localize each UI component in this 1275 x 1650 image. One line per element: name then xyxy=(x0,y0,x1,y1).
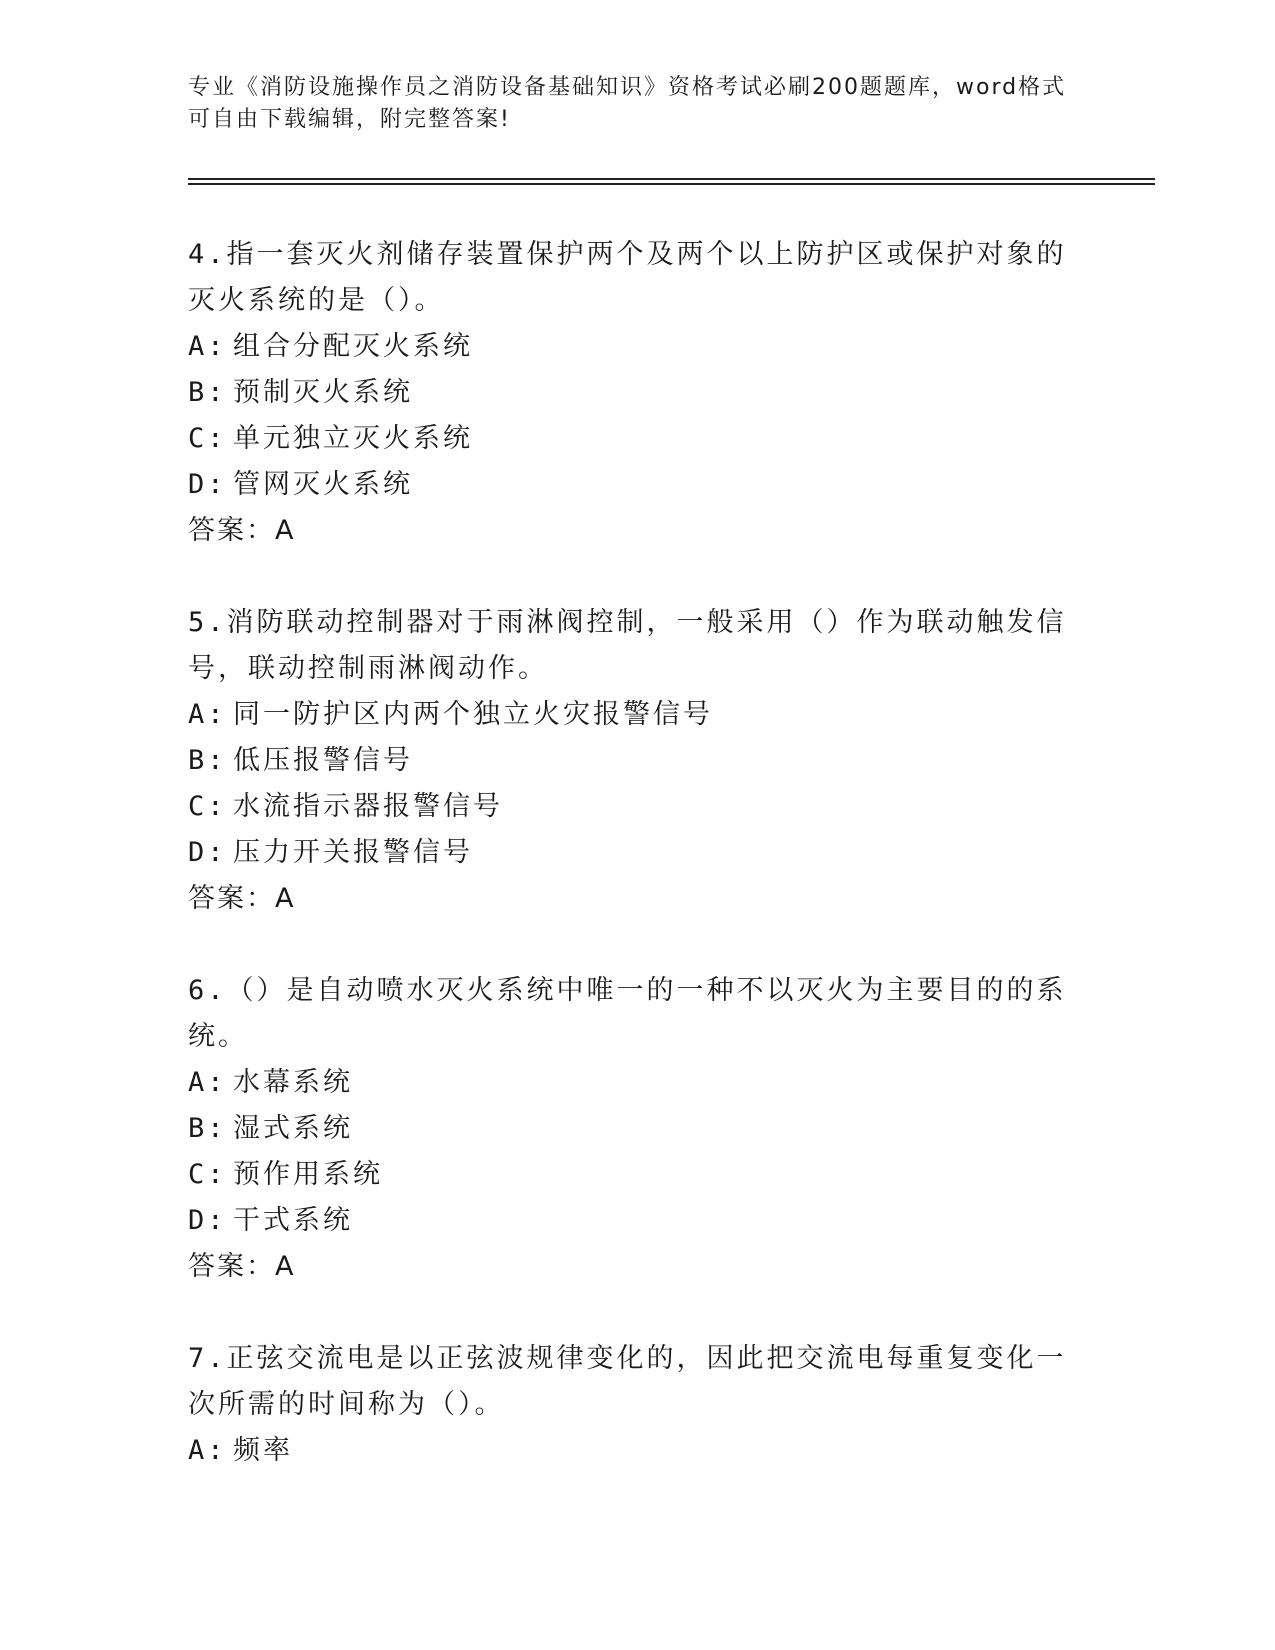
question-stem: 5.消防联动控制器对于雨淋阀控制，一般采用（）作为联动触发信号，联动控制雨淋阀动作。 xyxy=(188,607,1067,684)
option-a xyxy=(188,692,1068,738)
option-letter: D: xyxy=(188,837,227,868)
header-rule-bottom xyxy=(188,183,1155,185)
option-text: 管网灭火系统 xyxy=(233,469,413,500)
option-a xyxy=(188,1428,1068,1474)
option-text: 压力开关报警信号 xyxy=(233,837,473,868)
option-c xyxy=(188,784,1068,830)
answer-line: 答案：A xyxy=(188,1251,296,1282)
option-b xyxy=(188,370,1068,416)
question-4 xyxy=(188,232,1068,554)
option-text: 水流指示器报警信号 xyxy=(233,791,503,822)
option-text: 同一防护区内两个独立火灾报警信号 xyxy=(233,699,713,730)
option-letter: A: xyxy=(188,331,227,362)
question-7 xyxy=(188,1336,1068,1474)
option-letter: A: xyxy=(188,1067,227,1098)
option-d xyxy=(188,830,1068,876)
option-letter: A: xyxy=(188,699,227,730)
option-letter: B: xyxy=(188,377,227,408)
option-letter: C: xyxy=(188,1159,227,1190)
option-text: 水幕系统 xyxy=(233,1067,353,1098)
header-rule-top xyxy=(188,178,1155,180)
option-text: 单元独立灭火系统 xyxy=(233,423,473,454)
option-letter: C: xyxy=(188,423,227,454)
option-text: 预作用系统 xyxy=(233,1159,383,1190)
option-text: 湿式系统 xyxy=(233,1113,353,1144)
option-letter: C: xyxy=(188,791,227,822)
question-stem: 7.正弦交流电是以正弦波规律变化的，因此把交流电每重复变化一次所需的时间称为（）。 xyxy=(188,1343,1067,1420)
option-a xyxy=(188,1060,1068,1106)
question-stem: 6.（）是自动喷水灭火系统中唯一的一种不以灭火为主要目的的系统。 xyxy=(188,975,1067,1052)
option-c xyxy=(188,416,1068,462)
option-d xyxy=(188,462,1068,508)
option-text: 低压报警信号 xyxy=(233,745,413,776)
option-c xyxy=(188,1152,1068,1198)
option-letter: B: xyxy=(188,1113,227,1144)
option-text: 组合分配灭火系统 xyxy=(233,331,473,362)
option-letter: A: xyxy=(188,1435,227,1466)
option-letter: D: xyxy=(188,469,227,500)
option-text: 干式系统 xyxy=(233,1205,353,1236)
question-6 xyxy=(188,968,1068,1290)
answer-line: 答案：A xyxy=(188,883,296,914)
option-a xyxy=(188,324,1068,370)
question-list xyxy=(188,232,1068,1520)
option-d xyxy=(188,1198,1068,1244)
answer-line: 答案：A xyxy=(188,515,296,546)
question-stem: 4.指一套灭火剂储存装置保护两个及两个以上防护区或保护对象的灭火系统的是（）。 xyxy=(188,239,1067,316)
option-letter: B: xyxy=(188,745,227,776)
option-b xyxy=(188,1106,1068,1152)
option-text: 预制灭火系统 xyxy=(233,377,413,408)
option-b xyxy=(188,738,1068,784)
document-header: 专业《消防设施操作员之消防设备基础知识》资格考试必刷200题题库，word格式可自由下载编辑，附完整答案! xyxy=(188,75,1067,132)
question-5 xyxy=(188,600,1068,922)
option-letter: D: xyxy=(188,1205,227,1236)
option-text: 频率 xyxy=(233,1435,293,1466)
